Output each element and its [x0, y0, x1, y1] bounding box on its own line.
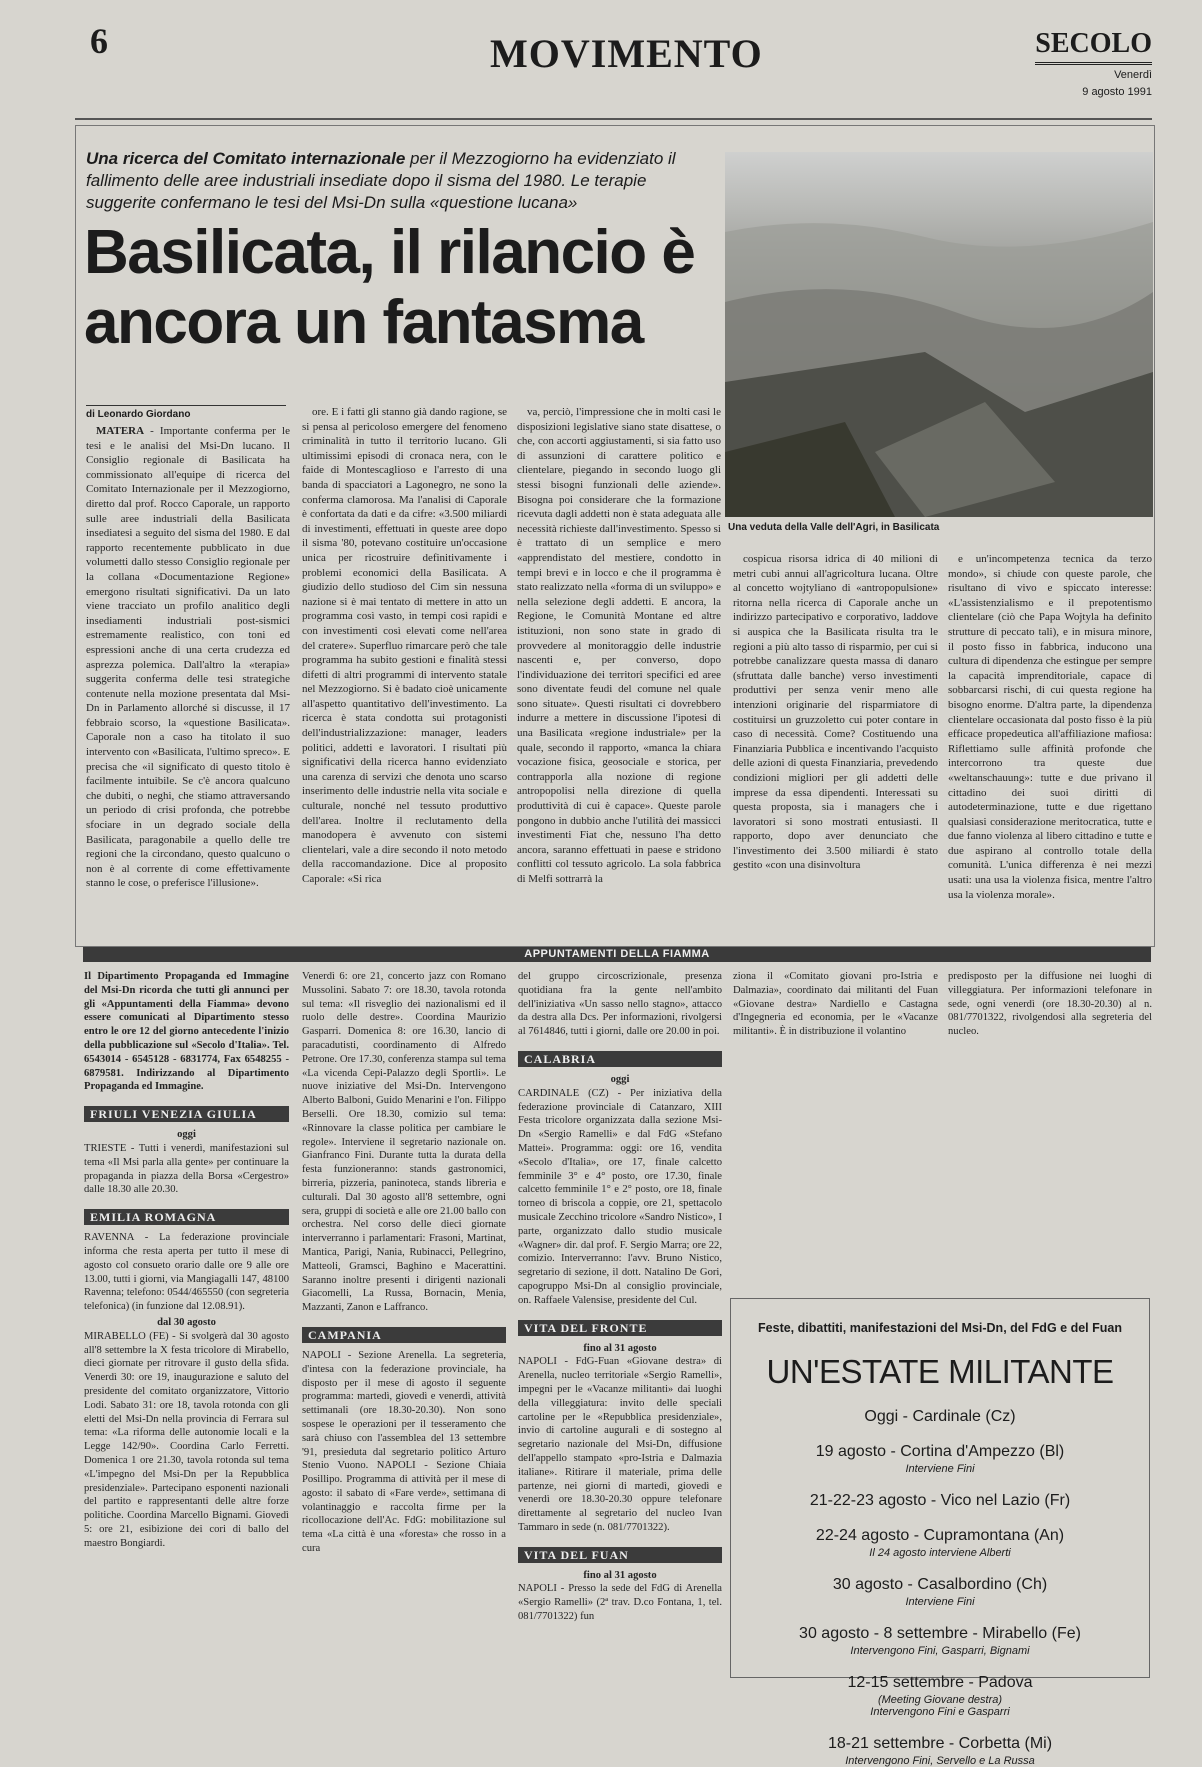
event-place: 22-24 agosto - Cupramontana (An): [815, 1527, 1065, 1544]
event-note: Intervengono Fini, Servello e La Russa: [845, 1755, 1035, 1767]
campania-text: NAPOLI - Sezione Arenella. La segreteria, d'intesa con la federazione provinciale, ha disposto per il mese di agosto il seguente programma: martedì, giovedì e venerdì, attività settimanali (ore 18.30-20.30). Non sono sospese le operazioni per il tesseramento che sarà chiuso con l'assemblea del 13 settembre '91, presieduta dal segretario politico Arturo Stenio Vuono. NAPOLI - Sezione Chiaia Posillipo. Programma di attività per il mese di agosto: il sabato di «Fare verde», settimana di volantinaggio e raccolta firme per la ricollocazione dell'Ac. FdG: mobilitazione sul tema «La città è una «foresta» che rosso in a cura: [302, 1349, 506, 1555]
event-item: [731, 1576, 1149, 1608]
masthead: [1035, 28, 1152, 99]
region-header-emilia: EMILIA ROMAGNA: [84, 1209, 289, 1225]
column-5-text: e un'incompetenza tecnica da terzo mondo», si chiude con queste parole, che risultano di vivo e spiccato interesse: «L'assistenzialismo e il prepotentismo clientelare (ciò che Papa Wojtyla ha definito strutture di peccato tali), e in misura minore, il posto fisso in fabbrica, inducono una cultura di dipendenza che estingue per sempre la capacità imprenditoriale, capace di sobbarcarsi rischi, di cui questa regione ha bisogno enorme. D'altra parte, la dipendenza clientelare occasionata dal posto fisso è la più efficace propedeutica all'affiliazione mafiosa: Riflettiamo sulle affinità profonde che intercorrono tra queste due «weltanschauung»: tutte e due privano il cittadino dei suoi diritti di autodeterminazione, tutte e due rigettano qualsiasi considerazione meritocratica, tutte e due fanno violenza al libero cittadino e tutte e due aspirano al controllo totale della comunità. L'unica differenza è nei mezzi usati: una usa la violenza fisica, mentre l'altro usa la violenza morale».: [948, 553, 1152, 901]
event-note: Intervengono Fini, Gasparri, Bignami: [850, 1645, 1030, 1657]
photo-caption: Una veduta della Valle dell'Agri, in Basilicata: [728, 522, 940, 533]
event-place: 18-21 settembre - Corbetta (Mi): [827, 1735, 1053, 1752]
event-place: 12-15 settembre - Padova: [847, 1674, 1033, 1691]
landscape-photo: [725, 152, 1153, 517]
event-note: (Meeting Giovane destra) Intervengono Fini e Gasparri: [870, 1694, 1010, 1718]
column-3-events: del gruppo circoscrizionale, presenza quotidiana fra la gente nell'ambito dell'iniziativa «Un sasso nello stagno», attacco da destra alla Dcs. Per informazioni, rivolgersi al 7614846, tutti i giorni, dalle ore 20.00 in poi.: [518, 971, 722, 1038]
vita-fuan-when: fino al 31 agosto: [583, 1569, 657, 1581]
valley-illustration: [725, 152, 1153, 517]
appuntamenti-column-5: [948, 970, 1152, 1080]
article-column-5: [948, 552, 1152, 936]
appuntamenti-column-2: [302, 970, 506, 1680]
event-note: Interviene Fini: [905, 1596, 975, 1608]
event-item: [731, 1443, 1149, 1475]
page-number: 6: [90, 21, 108, 61]
event-note: Interviene Fini: [905, 1463, 975, 1475]
vita-fuan-text: NAPOLI - Presso la sede del FdG di Arenella «Sergio Ramelli» (2ª trav. D.co Fontana, 1, tel. 081/7701322) fun: [518, 1583, 722, 1623]
emilia-text: RAVENNA - La federazione provinciale informa che resta aperta per tutto il mese di agosto col consueto orario dalle ore 9 alle ore 13.00, tutti i giorni, via Mangiagalli 147, 48100 Ravenna; telefono: 0544/465550 (con segreteria telefonica) (in funzione dal 12.08.91).: [84, 1232, 289, 1313]
article-column-1: [86, 424, 290, 936]
article-headline: Basilicata, il rilancio è ancora un fantasma: [84, 218, 695, 357]
masthead-logo: SECOLO: [1035, 28, 1152, 65]
estate-militante-box: [730, 1298, 1150, 1767]
appuntamenti-intro: Il Dipartimento Propaganda ed Immagine del Msi-Dn ricorda che tutti gli annunci per gli «Appuntamenti della Fiamma» devono essere comunicati al Dipartimento stesso entro le ore 12 del giorno antecedente l'inizio della pubblicazione sul «Secolo d'Italia». Tel. 6543014 - 6545128 - 6831774, Fax 6548255 - 6879581. Indirizzando al Dipartimento Propaganda ed Immagine.: [84, 971, 289, 1093]
event-item: [731, 1492, 1149, 1510]
appuntamenti-column-1: [84, 970, 289, 1680]
masthead-day: Venerdì: [1114, 69, 1152, 81]
column-1-text: - Importante conferma per le tesi e le analisi del Msi-Dn lucano. Il Consiglio regionale di Basilicata ha commissionato all'equipe di ricerca del Comitato Internazionale per il Mezzogiorno, diretto dal prof. Rocco Caporale, un rapporto sulle aree industriali della Basilicata insediatesi a seguito del sisma del 1980. E dal rapporto recentemente pubblicato in due volumetti dallo stesso Consiglio regionale per la collana «Documentazione Regione» emergono risultati significativi. Da un lato viene tracciato un profilo analitico degli insediamenti industriali post-sismici estremamente realistico, con toni ed espressioni anche di una certa crudezza ed asprezza polemica. Dall'altro la «terapia» suggerita conferma delle tesi strategiche contenute nella mozione presentata dal Msi-Dn in Parlamento allorché si discusse, il 17 febbraio scorso, la «questione Basilicata». Caporale non a caso ha titolato il suo intervento con «Basilicata, l'ultimo spreco». E precisa che «il significato di questo titolo è facilmente intuibile. Se c'è ancora qualcuno che dubiti, o neghi, che stiamo attraversando un periodo di crisi profonda, che potrebbe sfociare in un degrado sociale della Basilicata, paragonabile a quello delle tre regioni che la circondano, questo qualcuno o non è al corrente di come effettivamente stanno le cose, o preferisce l'illusione».: [86, 425, 290, 890]
appuntamenti-column-4: [733, 970, 938, 1080]
box-intro: Feste, dibattiti, manifestazioni del Msi-Dn, del FdG e del Fuan: [758, 1321, 1122, 1335]
event-place: Oggi - Cardinale (Cz): [864, 1408, 1016, 1425]
region-header-vita-fronte: VITA DEL FRONTE: [518, 1320, 722, 1336]
column-4-text: cospicua risorsa idrica di 40 milioni di metri cubi annui all'agricoltura lucana. Oltre al concetto wojtyliano di «antropopulsione» ritorna nella ricerca di Caporale anche un indirizzo partecipativo e corporativo, laddove si auspica che la Basilicata risulta tra le regioni a più alto tasso di risparmio, per cui si potrebbe canalizzare questa massa di danaro (sfruttata dalle banche) verso investimenti produttivi per senza venir meno alle intenzioni originarie del risparmiatore di costituirsi un gruzzoletto cui poter contare in caso di necessità. Come? Costituendo una Finanziaria Pubblica e incentivando l'acquisto delle azioni di questa Finanziaria, prevedendo condizioni migliori per gli addetti delle imprese da essa dipendenti. Interessati su questa proposta, sia i managers che i lavoratori si sono mostrati entusiasti. Il rapporto, dopo aver denunciato che l'investimento dei 3.500 miliardi è stato gestito «con una disinvoltura: [733, 553, 938, 872]
kicker-text: per il Mezzogiorno ha evidenziato il fallimento delle aree industriali insediate dopo il sisma del 1980. Le terapie suggerite confermano le tesi del Msi-Dn sulla «questione lucana»: [86, 149, 676, 212]
region-header-friuli: FRIULI VENEZIA GIULIA: [84, 1106, 289, 1122]
emilia-text-2: MIRABELLO (FE) - Si svolgerà dal 30 agosto all'8 settembre la X festa tricolore di Mirabello, dieci giornate per ritrovare il gusto della sfida. Venerdì 30: ore 19, inaugurazione e saluto del presidente del comitato organizzatore, Vittorio Lodi. Sabato 31: ore 18, tavola rotonda con gli eletti del Msi-Dn nella provincia di Ferrara sul tema: «La riforma delle autonomie locali e la Legge 142/90». Coordina Carlo Ferretti. Domenica 1 ore 21.30, tavola rotonda sul tema «L'impegno del Msi-Dn per la Repubblica presidenziale». Partecipano esponenti nazionali del partito e rappresentanti delle altre forze politiche. Coordina Marcello Bignami. Giovedì 5: ore 21, esibizione dei cori di ballo del maestro Bongiardi.: [84, 1330, 289, 1549]
kicker-bold: Una ricerca del Comitato internazionale: [86, 149, 406, 168]
article-column-4: [733, 552, 938, 936]
region-header-campania: CAMPANIA: [302, 1327, 506, 1343]
friuli-text: TRIESTE - Tutti i venerdì, manifestazioni sul tema «Il Msi parla alla gente» per continuare la propaganda in piazza della Borsa «Cergestro» dalle 18.30 alle 20.30.: [84, 1142, 289, 1196]
vita-fronte-text: NAPOLI - FdG-Fuan «Giovane destra» di Arenella, nucleo territoriale «Sergio Ramelli», impegni per le «Vacanze militanti» dai luoghi della villeggiatura: invito delle speciali cartoline per le «Repubblica presidenziale», invio di cartoline augurali e di sostegno al segretario nazionale del Msi-Dn, diffusione dell'appello stampato «pro-Istria e Dalmazia italiane». Ritirare il materiale, prima delle partenze, nei giorni di martedì, giovedì e venerdì ore 18.30-20.30 oppure telefonare direttamente al segretario del nucleo Ivan Tammaro in sede (n. 081/7701322).: [518, 1356, 722, 1533]
friuli-when: oggi: [177, 1129, 196, 1141]
event-place: 21-22-23 agosto - Vico nel Lazio (Fr): [809, 1492, 1071, 1509]
column-3-text: va, perciò, l'impressione che in molti casi le disposizioni legislative siano state disattese, o che, con accorti aggiustamenti, si sia fatto uso di assunzioni di carattere politico e clientelare, piegando in secondo luogo gli stessi bisogni funzionali delle aziende». Bisogna poi considerare che la formazione ricevuta dagli addetti non è stata adeguata alle necessità richieste dall'investimento. Spesso si è trattato di un semplice e mero «apprendistato del mestiere, condotto in tempi brevi e in locco e che il programma è stato realizzato nella «forma di un sviluppo» e nella selezione degli addetti. E ancora, la Regione, le Comunità Montane ed altre istituzioni, non sono state in grado di provvedere al monitoraggio delle industrie nascenti e, per converso, dopo l'individuazione dei territori specifici ed aree sono diventate feudi del comune nel quale sono situate». Questi risultati ci dovrebbero indurre a mettere in discussione l'ipotesi di una Basilicata «regione industriale» per la quale, secondo il rapporto, «manca la chiara vocazione fisica, geosociale e storica, per contrapporla alla nozione di regione antropopolisi nella direzione di quella produttività di cui è capace». Queste parole pongono in dubbio anche l'utilità dei massicci investimenti Fiat che, nessuno l'ha detto ancora, saranno effettuati in paese e stridono conflitti col tessuto agricolo. La sola fabbrica di Melfi sottrarrà la: [517, 406, 721, 885]
column-2-text: ore. E i fatti gli stanno già dando ragione, se si pensa al pericoloso emergere del fenomeno criminalità in tutto il territorio lucano. Gli ultimissimi episodi di cronaca nera, con le faide di Montescaglioso e l'arresto di una banda di spacciatori a Lagonegro, ne sono la conferma clamorosa. Ma l'analisi di Caporale è confortata da dati e da cifre: «3.500 miliardi di investimenti, effettuati in queste aree dopo il sisma '80, potevano costituire un'occasione unica per ricostruire definitivamente i problemi economici della Basilicata. A giudizio dello studioso del Cim sin nessuna nazione si è mai tentato di mettere in atto un programma così vasto, in tempi così rapidi e con investimenti così elevati come nell'area del cratere». Superfluo rimarcare però che tale programma ha subito gestioni e finalità stessi difetti di altri programmi di intervento statale nel Mezzogiorno. Si è badato cioè unicamente all'aspetto quantitativo dell'investimento. La ricerca è stata condotta sui protagonisti dell'industrializzazione: manager, leaders politici, addetti e lavoratori. I risultati più significativi della ricerca hanno evidenziato una carenza di servizi che denota uno scarso inserimento delle industrie nella vita sociale e culturale, nonché nel tessuto produttivo dell'area. Inoltre il reclutamento della manodopera è avvenuto con sistemi clientelari, vale a dire secondo il noto metodo della raccomandazione. Dice al proposito Caporale: «Si rica: [302, 406, 507, 885]
article-kicker: [86, 148, 706, 214]
article-column-2: [302, 405, 507, 936]
section-title: MOVIMENTO: [490, 31, 763, 76]
header-rule: [75, 118, 1152, 120]
event-place: 30 agosto - 8 settembre - Mirabello (Fe): [799, 1625, 1081, 1642]
vita-fronte-when: fino al 31 agosto: [583, 1342, 657, 1354]
event-place: 30 agosto - Casalbordino (Ch): [832, 1576, 1048, 1593]
calabria-text: CARDINALE (CZ) - Per iniziativa della federazione provinciale di Catanzaro, XIII Festa tricolore organizzata dalla sezione Msi-Dn «Sergio Ramelli» e dal FdG «Stefano Mattei». Programma: oggi: ore 16, vendita «Secolo d'Italia», ore 17, finale calcetto femminile 3° e 4° posto, ore 17.30, finale calcetto femminile 1° e 2° posto, ore 18, finale torneo di briscola a coppie, ore 21, spettacolo musicale Zecchino tricolore «Sandro Nistico», I parte, organizzato dallo studio musicale «Wagner» dir. dal prof. F. Sergio Marra; ore 22, comizio. Interverranno: l'avv. Bruno Nistico, segretario di sezione, il dott. Natalino De Gori, capogruppo Msi-Dn al consiglio provinciale, on. Raffaele Valensise, presidente del Cul.: [518, 1087, 722, 1306]
event-item: [731, 1527, 1149, 1559]
dateline: MATERA: [96, 425, 145, 437]
event-item: [731, 1674, 1149, 1718]
article-column-3: [517, 405, 721, 936]
calabria-when: oggi: [610, 1073, 630, 1085]
emilia-when: dal 30 agosto: [157, 1316, 216, 1328]
appuntamenti-bar: APPUNTAMENTI DELLA FIAMMA: [83, 947, 1151, 962]
appuntamenti-column-3: [518, 970, 722, 1680]
event-note: Il 24 agosto interviene Alberti: [869, 1547, 1011, 1559]
region-header-calabria: CALABRIA: [518, 1051, 722, 1067]
event-place: 19 agosto - Cortina d'Ampezzo (Bl): [815, 1443, 1065, 1460]
column-2-events: Venerdì 6: ore 21, concerto jazz con Romano Mussolini. Sabato 7: ore 18.30, tavola rotonda sul tema: «Il risveglio dei nazionalismi ed il ruolo delle destre». Coordina Maurizio Gasparri. Domenica 8: ore 16.30, lancio di paracadutisti, coordinamento di Alfredo Petrone. Ore 17.30, conferenza stampa sul tema «La vicenda Cepi-Palazzo degli Sportli». Le nuove iniziative del Msi-Dn. Intervengono Alberto Balboni, Guido Menarini e l'on. Filippo Berselli. Ore 18.30, comizio sul tema: «Rinnovare la classe politica per cambiare le regole». Interviene il segretario nazionale on. Gianfranco Fini. Durante tutta la durata della festa funzioneranno: stands gastronomici, birreria, pizzeria, paninoteca, stands libreria e culturali. Dal 30 agosto all'8 settembre, ogni sera, gruppi di società e alle ore 21.00 ballo con orchestra. Nel corso delle dieci giornate interverranno i parlamentari: Frasoni, Martinat, Mantica, Parigi, Nania, Rubinacci, Pellegrino, Matteoli, Gramsci, Baghino e Macerattini. Saranno inoltre presenti i dirigenti nazionali Giacomelli, La Russa, Bornacin, Menia, Mazzanti, Zanon e Laffranco.: [302, 971, 506, 1314]
column-4-events: ziona il «Comitato giovani pro-Istria e Dalmazia», coordinato dai militanti del Fuan «Giovane destra» Nardiello e Castagna d'Ingegneria ed economia, per le «Vacanze militanti». È in distribuzione il volantino: [733, 971, 938, 1038]
event-item: [731, 1625, 1149, 1657]
masthead-date: 9 agosto 1991: [1082, 86, 1152, 98]
article-byline: di Leonardo Giordano: [86, 405, 286, 420]
event-item: [731, 1408, 1149, 1426]
event-item: [731, 1735, 1149, 1767]
column-5-events: predisposto per la diffusione nei luoghi di villeggiatura. Per informazioni telefonare in sede, ogni venerdì (ore 18.30-20.30) al n. 081/7701322, rivolgendosi alla segreteria del nucleo.: [948, 971, 1152, 1038]
region-header-vita-fuan: VITA DEL FUAN: [518, 1547, 722, 1563]
box-title: UN'ESTATE MILITANTE: [766, 1353, 1114, 1390]
